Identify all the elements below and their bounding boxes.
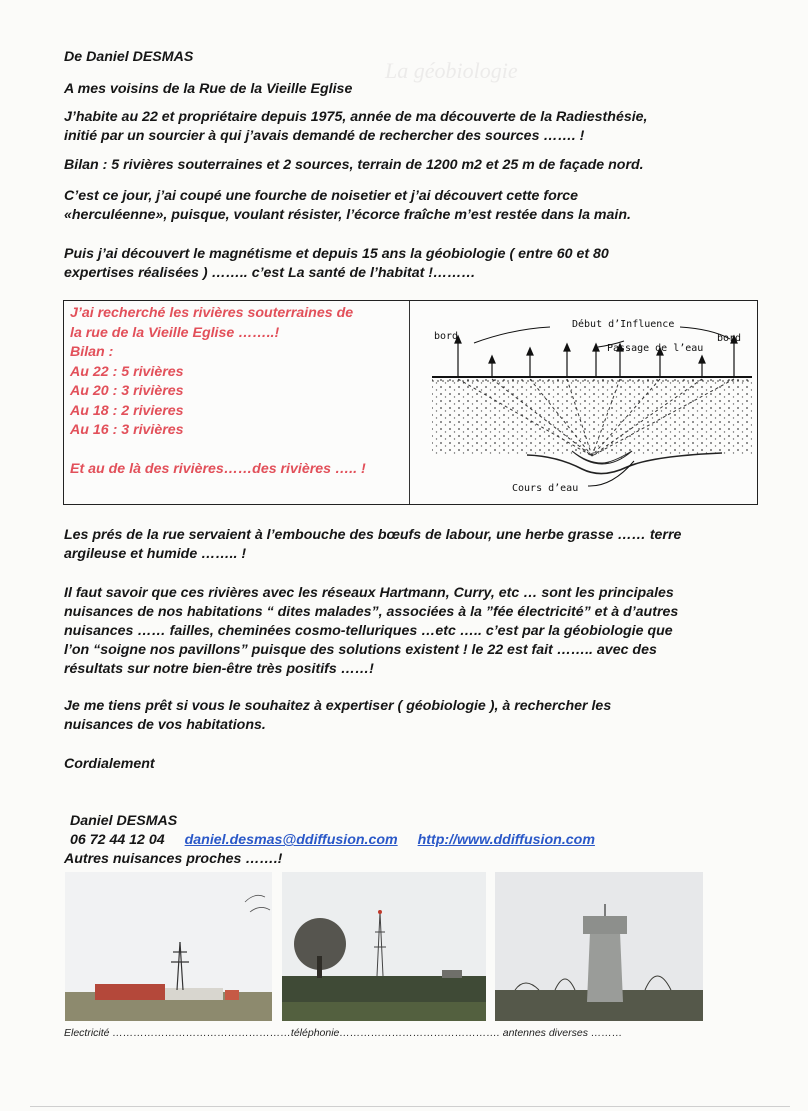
label-passage-eau: Passage de l’eau [607, 343, 704, 354]
label-bord-right: bord [717, 333, 742, 344]
closing-line: Cordialement [64, 756, 155, 772]
label-cours-eau: Cours d’eau [512, 483, 579, 494]
box-spacer [70, 441, 405, 460]
paragraph-5-line-1: Les prés de la rue servaient à l’embouche des bœufs de labour, une herbe grasse …… terre [64, 527, 682, 543]
box-line-6: Au 18 : 2 rivieres [70, 402, 184, 419]
rivers-box [63, 300, 758, 505]
box-line-5: Au 20 : 3 rivières [70, 383, 184, 399]
underground-river-diagram [412, 301, 755, 504]
box-line-3: Bilan : [70, 344, 114, 360]
box-divider [409, 301, 410, 504]
recipient-line: A mes voisins de la Rue de la Vieille Eglise [64, 81, 353, 97]
label-bord-left: bord [434, 331, 459, 342]
paragraph-6-line-1: Il faut savoir que ces rivières avec les réseaux Hartmann, Curry, etc … sont les principales [64, 585, 674, 601]
antennas-photo [495, 872, 703, 1021]
paragraph-6-line-2: nuisances de nos habitations “ dites malades”, associées à la ”fée électricité” et à d’autres [64, 604, 679, 620]
paragraph-7-line-1: Je me tiens prêt si vous le souhaitez à expertiser ( géobiologie ), à rechercher les [64, 698, 612, 714]
paragraph-6 [64, 584, 754, 679]
paragraph-3 [64, 187, 754, 225]
nuisances-intro: Autres nuisances proches …….! [64, 851, 283, 867]
paragraph-4-line-2: expertises réalisées ) …….. c’est La santé de l’habitat !……… [64, 265, 476, 281]
page-edge-line [30, 1106, 790, 1107]
box-line-2: la rue de la Vieille Eglise ……..! [70, 324, 280, 341]
photo-caption: Electricité ……………………………………………téléphonie………………………………………. antennes diverses ……… [64, 1027, 623, 1039]
paragraph-2: Bilan : 5 rivières souterraines et 2 sources, terrain de 1200 m2 et 25 m de façade nord. [64, 157, 644, 173]
paragraph-6-line-4: l’on “soigne nos pavillons” puisque des solutions existent ! le 22 est fait …….. avec des [64, 642, 657, 658]
contact-name: Daniel DESMAS [70, 813, 178, 829]
contact-phone: 06 72 44 12 04 [70, 832, 165, 848]
paragraph-5-line-2: argileuse et humide …….. ! [64, 546, 247, 562]
paragraph-5 [64, 526, 754, 564]
paragraph-6-line-5: résultats sur notre bien-être très positifs ……! [64, 661, 374, 677]
label-debut-influence: Début d’Influence [572, 319, 675, 330]
contact-row [70, 831, 595, 850]
email-link[interactable]: daniel.desmas@ddiffusion.com [184, 832, 398, 848]
paragraph-7 [64, 697, 754, 735]
paragraph-4-line-1: Puis j’ai découvert le magnétisme et depuis 15 ans la géobiologie ( entre 60 et 80 [64, 246, 609, 262]
paragraph-1-line-1: J’habite au 22 et propriétaire depuis 1975, année de ma découverte de la Radiesthésie, [64, 109, 648, 125]
box-line-7: Au 16 : 3 rivières [70, 422, 184, 438]
paragraph-7-line-2: nuisances de vos habitations. [64, 717, 266, 733]
box-line-1: J’ai recherché les rivières souterraines de [70, 305, 354, 321]
box-last-line: Et au de là des rivières……des rivières ….. ! [70, 460, 366, 477]
telephone-photo [282, 872, 486, 1021]
contact-block [70, 812, 595, 850]
soil-texture [432, 377, 752, 455]
paragraph-1 [64, 108, 754, 146]
paragraph-3-line-1: C’est ce jour, j’ai coupé une fourche de noisetier et j’ai découvert cette force [64, 188, 579, 204]
electricity-photo [65, 872, 272, 1021]
rivers-summary [70, 304, 405, 479]
box-line-4: Au 22 : 5 rivières [70, 363, 184, 380]
paragraph-4 [64, 245, 754, 283]
paragraph-6-line-3: nuisances …… failles, cheminées cosmo-telluriques …etc ….. c’est par la géobiologie que [64, 623, 673, 639]
bleed-through-text: La géobiologie [385, 58, 518, 83]
sender-line: De Daniel DESMAS [64, 49, 194, 65]
website-link[interactable]: http://www.ddiffusion.com [417, 832, 595, 848]
paragraph-1-line-2: initié par un sourcier à qui j’avais demandé de rechercher des sources ……. ! [64, 128, 585, 144]
paragraph-3-line-2: «herculéenne», puisque, voulant résister, l’écorce fraîche m’est restée dans la main. [64, 207, 631, 223]
